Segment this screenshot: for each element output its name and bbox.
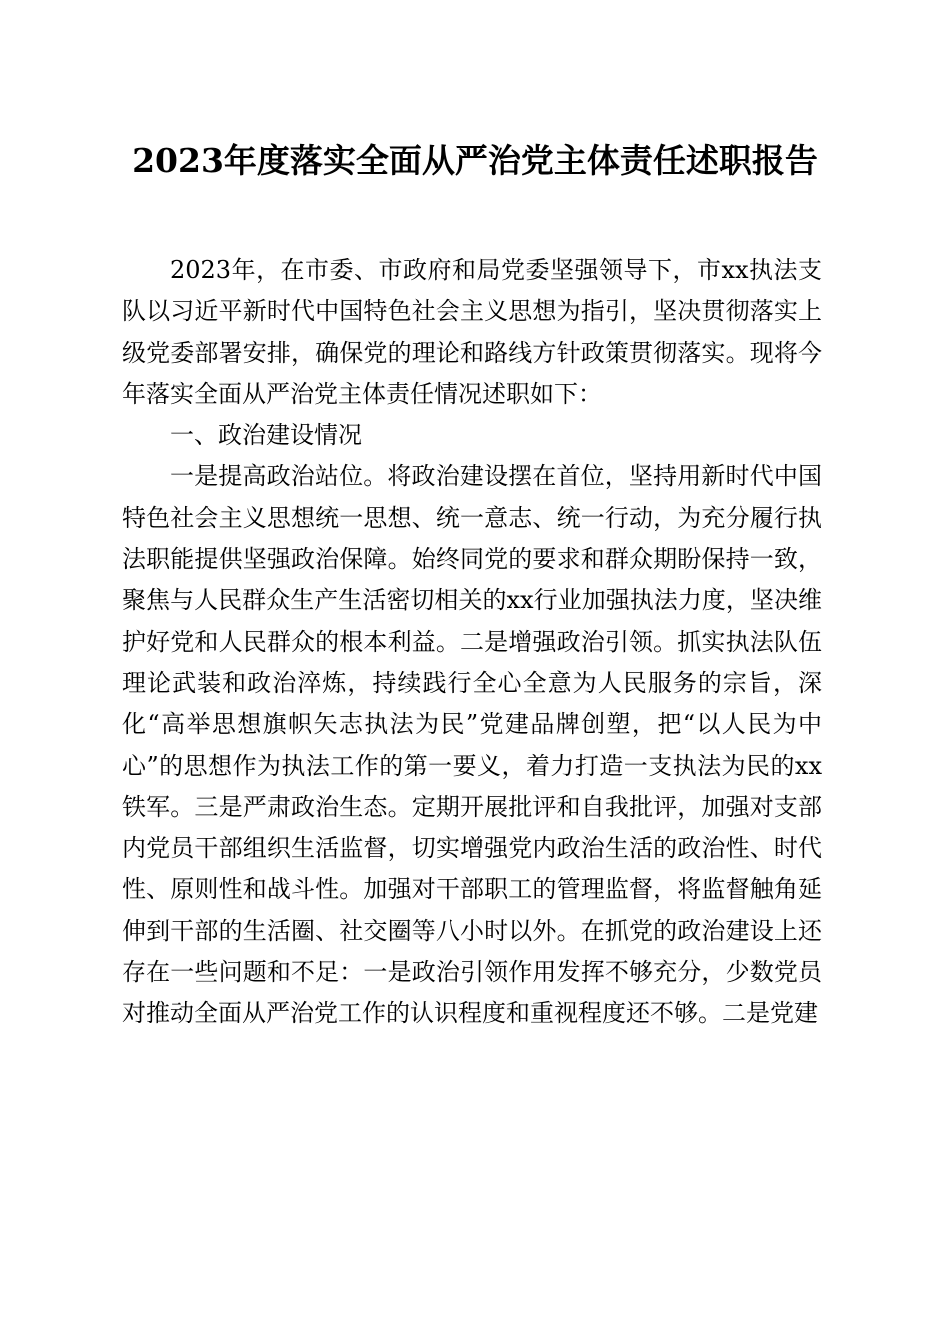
document-body bbox=[122, 250, 822, 1035]
section-heading-political-construction: 一、政治建设情况 bbox=[170, 421, 362, 450]
intro-paragraph: 2023年，在市委、市政府和局党委坚强领导下，市xx执法支队以习近平新时代中国特色社会主义思想为指引，坚决贯彻落实上级党委部署安排，确保党的理论和路线方针政策贯彻落实。现将今年落实全面从严治党主体责任情况述职如下： bbox=[122, 256, 822, 408]
document-title: 2023年度落实全面从严治党主体责任述职报告 bbox=[132, 141, 818, 180]
body-paragraph: 一是提高政治站位。将政治建设摆在首位，坚持用新时代中国特色社会主义思想统一思想、统一意志、统一行动，为充分履行执法职能提供坚强政治保障。始终同党的要求和群众期盼保持一致，聚焦与人民群众生产生活密切相关的xx行业加强执法力度，坚决维护好党和人民群众的根本利益。二是增强政治引领。抓实执法队伍理论武装和政治淬炼，持续践行全心全意为人民服务的宗旨，深化“高举思想旗帜矢志执法为民”党建品牌创塑，把“以人民为中心”的思想作为执法工作的第一要义，着力打造一支执法为民的xx铁军。三是严肃政治生态。定期开展批评和自我批评，加强对支部内党员干部组织生活监督，切实增强党内政治生活的政治性、时代性、原则性和战斗性。加强对干部职工的管理监督，将监督触角延伸到干部的生活圈、社交圈等八小时以外。在抓党的政治建设上还存在一些问题和不足：一是政治引领作用发挥不够充分，少数党员对推动全面从严治党工作的认识程度和重视程度还不够。二是党建 bbox=[122, 462, 822, 1028]
